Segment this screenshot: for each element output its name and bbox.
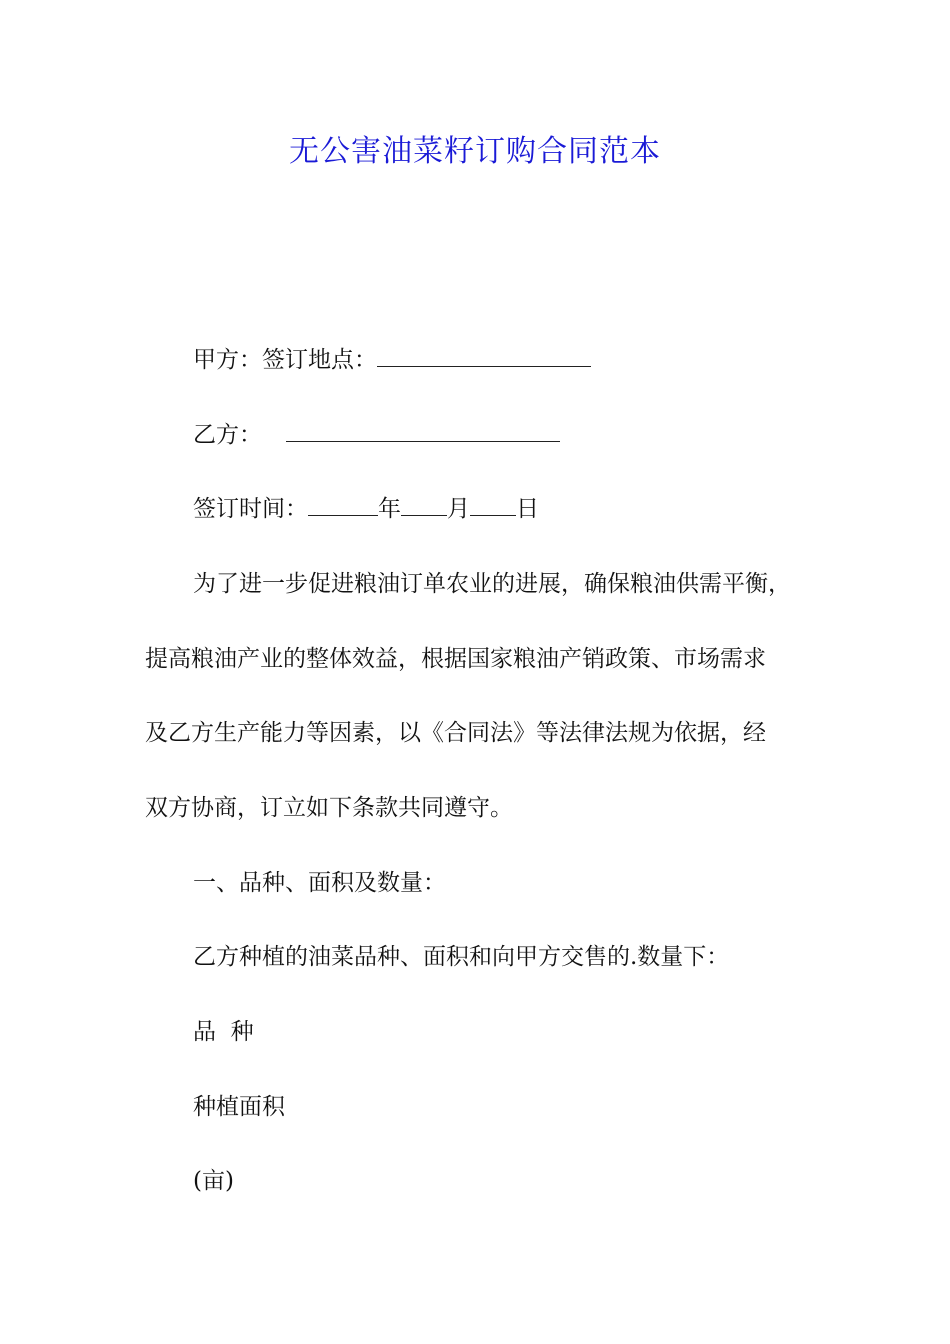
sign-time-line (193, 491, 539, 527)
party-b-label: 乙方： (193, 422, 262, 448)
preamble-line-3: 及乙方生产能力等因素，以《合同法》等法律法规为依据，经 (145, 720, 766, 746)
section-1-intro: 乙方种植的油菜品种、面积和向甲方交售的.数量下： (193, 944, 730, 970)
month-label: 月 (447, 496, 470, 522)
party-a-label: 甲方：签订地点： (193, 347, 377, 373)
table-header-area: 种植面积 (193, 1094, 285, 1120)
year-blank (308, 493, 378, 516)
table-header-area-unit: (亩) (193, 1168, 234, 1194)
section-1-heading: 一、品种、面积及数量： (193, 870, 446, 896)
party-a-line (193, 342, 591, 378)
day-blank (470, 493, 516, 516)
year-label: 年 (378, 496, 401, 522)
preamble-line-1: 为了进一步促进粮油订单农业的进展，确保粮油供需平衡， (193, 571, 791, 597)
table-header-variety: 品 种 (193, 1019, 254, 1045)
party-b-blank (286, 419, 560, 442)
month-blank (401, 493, 447, 516)
document-title: 无公害油菜籽订购合同范本 (289, 134, 661, 169)
preamble-line-4: 双方协商，订立如下条款共同遵守。 (145, 795, 513, 821)
party-b-line (193, 417, 560, 453)
preamble-line-2: 提高粮油产业的整体效益，根据国家粮油产销政策、市场需求 (145, 646, 766, 672)
day-label: 日 (516, 496, 539, 522)
signing-place-blank (377, 344, 591, 367)
sign-time-label: 签订时间： (193, 496, 308, 522)
